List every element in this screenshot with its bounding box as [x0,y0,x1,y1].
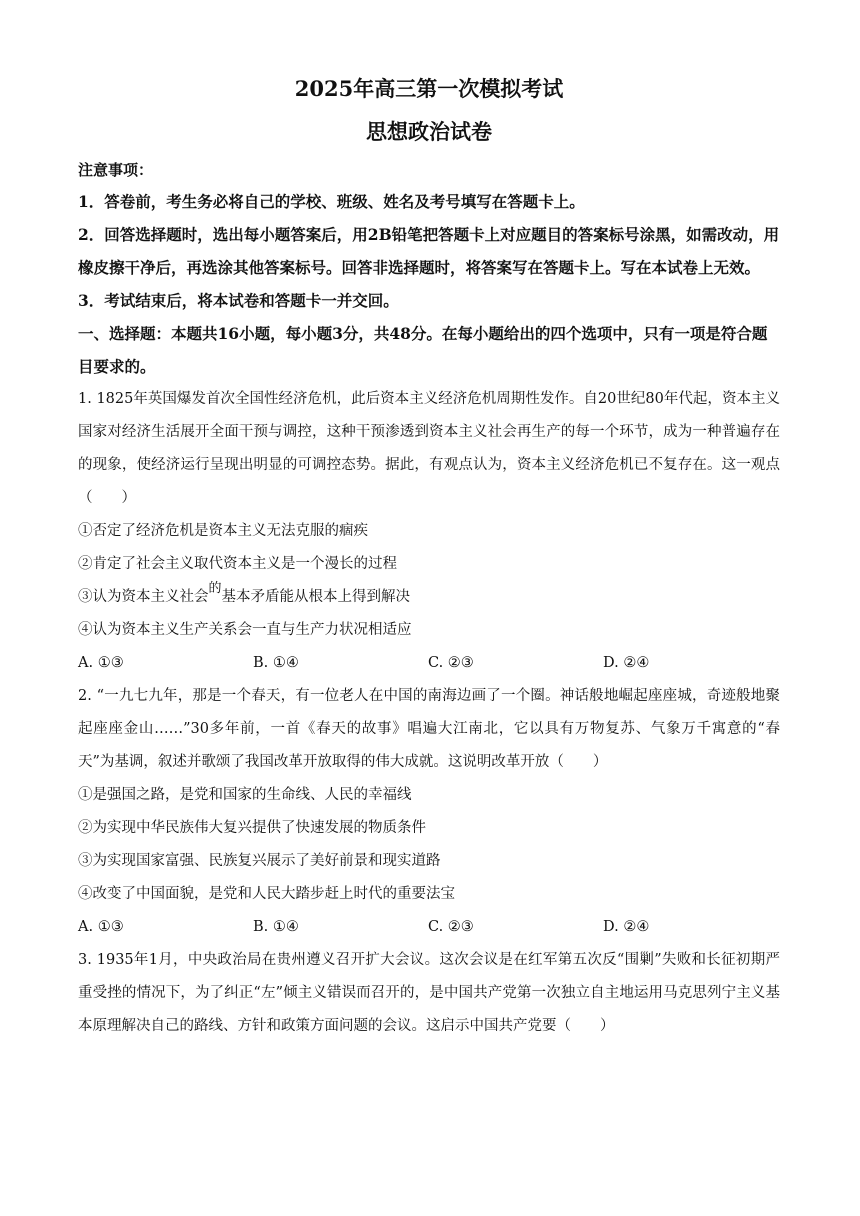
notice-heading: 注意事项： [78,161,154,179]
option-item: ①否定了经济危机是资本主义无法克服的痼疾 [78,523,368,539]
choice-c: C. ②③ [428,919,474,935]
option-item [78,581,780,614]
option-item: ①是强国之路，是党和国家的生命线、人民的幸福线 [78,787,412,803]
question-stem: 1. 1825年英国爆发首次全国性经济危机，此后资本主义经济危机周期性发作。自20世纪80年代起，资本主义国家对经济生活展开全面干预与调控，这种干预渗透到资本主义社会再生产的每一个环节，成为一种普遍存在的现象，使经济运行呈现出明显的可调控态势。据此，有观点认为，资本主义经济危机已不复存在。这一观点（ ） [78,391,780,506]
choice-d: D. ②④ [603,655,650,671]
question-stem: 3. 1935年1月，中央政治局在贵州遵义召开扩大会议。这次会议是在红军第五次反“围剿”失败和长征初期严重受挫的情况下，为了纠正“左”倾主义错误而召开的，是中国共产党第一次独立自主地运用马克思列宁主义基本原理解决自己的路线、方针和政策方面问题的会议。这启示中国共产党要（ ） [78,952,780,1034]
option-item: ③为实现国家富强、民族复兴展示了美好前景和现实道路 [78,853,441,869]
option-text: 基本矛盾能从根本上得到解决 [221,589,411,605]
question-stem: 2. “一九七九年，那是一个春天，有一位老人在中国的南海边画了一个圈。神话般地崛起座座城，奇迹般地聚起座座金山……”30多年前，一首《春天的故事》唱遍大江南北，它以具有万物复苏、气象万千寓意的“春天”为基调，叙述并歌颂了我国改革开放取得的伟大成就。这说明改革开放（ ） [78,688,780,770]
question-3 [78,944,780,1043]
option-item: ②为实现中华民族伟大复兴提供了快速发展的物质条件 [78,820,426,836]
option-item: ④改变了中国面貌，是党和人民大踏步赶上时代的重要法宝 [78,886,455,902]
choice-b: B. ①④ [253,919,299,935]
notice-item: 1．答卷前，考生务必将自己的学校、班级、姓名及考号填写在答题卡上。 [78,192,585,211]
section-heading: 一、选择题：本题共16小题，每小题3分，共48分。在每小题给出的四个选项中，只有一项是符合题目要求的。 [78,324,768,376]
answer-choices [78,647,780,680]
option-text: ③认为资本主义社会 [78,589,209,605]
question-1 [78,383,780,680]
question-2 [78,680,780,944]
choice-d: D. ②④ [603,919,650,935]
option-item: ②肯定了社会主义取代资本主义是一个漫长的过程 [78,556,397,572]
choice-c: C. ②③ [428,655,474,671]
choice-a: A. ①③ [78,655,124,671]
choice-b: B. ①④ [253,655,299,671]
notice-item: 2．回答选择题时，选出每小题答案后，用2B铅笔把答题卡上对应题目的答案标号涂黑，如需改动，用橡皮擦干净后，再选涂其他答案标号。回答非选择题时，将答案写在答题卡上。写在本试卷上无效。 [78,225,780,277]
exam-page [78,74,780,1043]
option-superscript: 的 [208,581,222,596]
exam-title: 2025年高三第一次模拟考试 [294,76,564,101]
answer-choices [78,911,780,944]
exam-subtitle: 思想政治试卷 [366,119,492,144]
choice-a: A. ①③ [78,919,124,935]
notice-item: 3．考试结束后，将本试卷和答题卡一并交回。 [78,291,399,310]
option-item: ④认为资本主义生产关系会一直与生产力状况相适应 [78,622,412,638]
